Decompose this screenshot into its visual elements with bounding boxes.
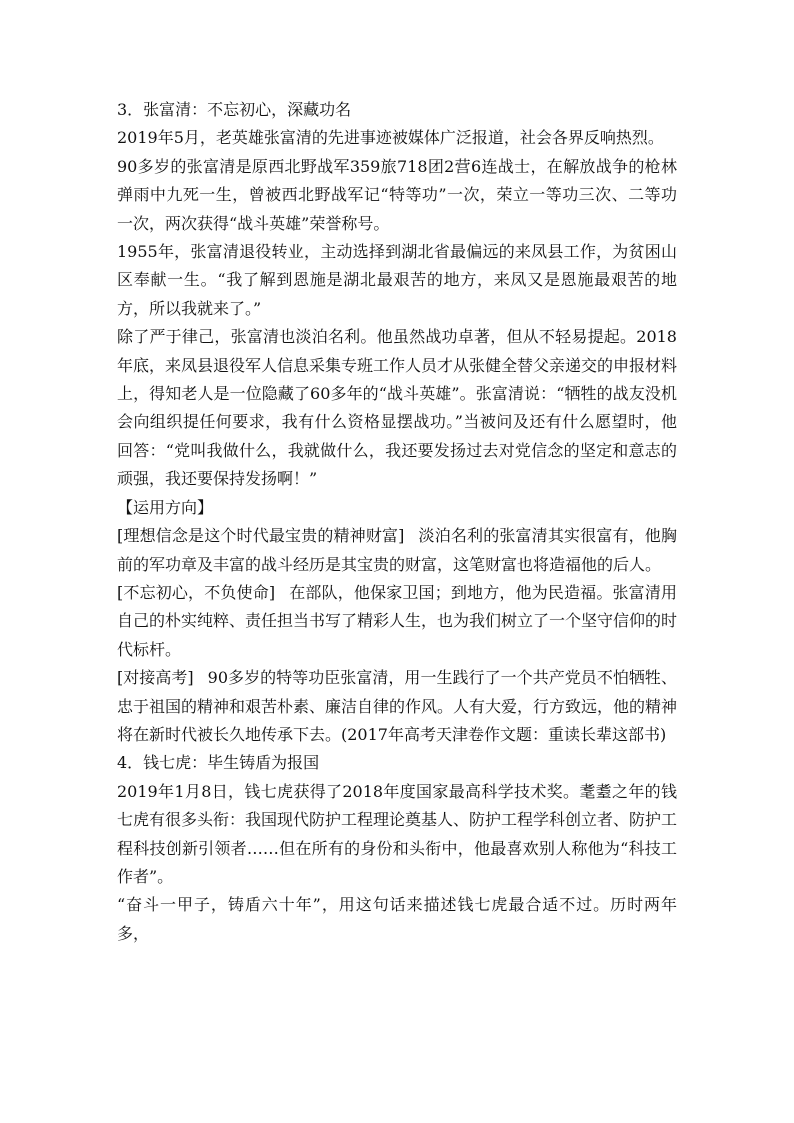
usage-ideal-belief [117,522,677,579]
usage-text: 90多岁的特等功臣张富清，用一生践行了一个共产党员不怕牺牲、忠于祖国的精神和艰苦朴素、廉洁自律的作风。人有大爱，行方致远，他的精神将在新时代被长久地传承下去。(2017年高考天津卷作文题：重读长辈这部书) [117,668,678,744]
heading-usage-direction: 【运用方向】 [117,497,214,517]
paragraph-zhang-2: 90多岁的张富清是原西北野战军359旅718团2营6连战士，在解放战争的枪林弹雨中九死一生，曾被西北野战军记“特等功”一次，荣立一等功三次、二等功一次，两次获得“战斗英雄”荣誉称号。 [117,156,677,233]
heading-qian-qihu: 4．钱七虎：毕生铸盾为报国 [117,753,320,773]
paragraph-zhang-3: 1955年，张富清退役转业，主动选择到湖北省最偏远的来凤县工作，为贫困山区奉献一生。“我了解到恩施是湖北最艰苦的地方，来凤又是恩施最艰苦的地方，所以我就来了。” [117,242,677,318]
usage-tag: [对接高考] [117,668,194,688]
document-content [117,96,677,948]
usage-text: 在部队，他保家卫国；到地方，他为民造福。张富清用自己的朴实纯粹、责任担当书写了精彩人生，也为我们树立了一个坚守信仰的时代标杆。 [117,582,678,659]
usage-text: 淡泊名利的张富清其实很富有，他胸前的军功章及丰富的战斗经历是其宝贵的财富，这笔财富也将造福他的后人。 [117,526,677,574]
paragraph-qian-1: 2019年1月8日，钱七虎获得了2018年度国家最高科学技术奖。耄耋之年的钱七虎有很多头衔：我国现代防护工程理论奠基人、防护工程学科创立者、防护工程科技创新引领者……但在所有的身份和头衔中，他最喜欢别人称他为“科技工作者”。 [117,781,678,886]
paragraph-zhang-4: 除了严于律己，张富清也淡泊名利。他虽然战功卓著，但从不轻易提起。2018年底，来凤县退役军人信息采集专班工作人员才从张健全替父亲递交的申报材料上，得知老人是一位隐藏了60多年的“战斗英雄”。张富清说：“牺牲的战友没机会向组织提任何要求，我有什么资格显摆战功。”当被问及还有什么愿望时，他回答：“党叫我做什么，我就做什么，我还要发扬过去对党信念的坚定和意志的顽强，我还要保持发扬啊！” [117,327,678,489]
usage-tag: [理想信念是这个时代最宝贵的精神财富] [117,526,405,546]
usage-gaokao [117,664,677,749]
usage-tag: [不忘初心，不负使命] [117,582,276,602]
usage-original-aspiration [117,579,677,664]
heading-zhang-fuqing: 3．张富清：不忘初心，深藏功名 [117,100,352,119]
paragraph-qian-2: “奋斗一甲子，铸盾六十年”，用这句话来描述钱七虎最合适不过。历时两年多， [117,895,677,943]
paragraph-zhang-1: 2019年5月，老英雄张富清的先进事迹被媒体广泛报道，社会各界反响热烈。 [117,128,664,148]
